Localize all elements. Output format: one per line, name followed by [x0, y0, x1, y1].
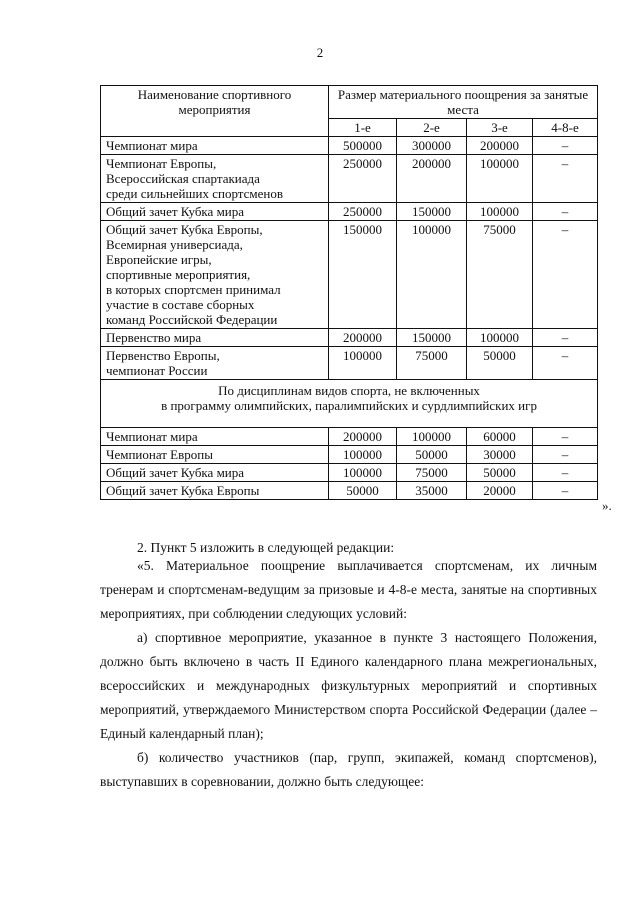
table-row	[101, 137, 598, 155]
award-3: 75000	[467, 221, 533, 329]
table-row	[101, 155, 598, 203]
award-1: 200000	[329, 329, 397, 347]
award-4-8: –	[533, 347, 598, 380]
table-header-row	[101, 86, 598, 119]
award-1: 50000	[329, 482, 397, 500]
paragraph-text: б) количество участников (пар, групп, экипажей, команд спортсменов), выступавших в соревновании, должно быть следующее:	[100, 750, 597, 789]
award-1: 500000	[329, 137, 397, 155]
table-row	[101, 347, 598, 380]
award-1: 100000	[329, 464, 397, 482]
page-number: 2	[316, 45, 324, 60]
event-name: Чемпионат Европы	[101, 446, 329, 464]
event-name: Первенство мира	[101, 329, 329, 347]
event-name: Первенство Европы, чемпионат России	[101, 347, 329, 380]
table-row	[101, 203, 598, 221]
event-name: Чемпионат мира	[101, 137, 329, 155]
event-name: Чемпионат мира	[101, 428, 329, 446]
event-name: Общий зачет Кубка мира	[101, 203, 329, 221]
table-row	[101, 221, 598, 329]
award-4-8: –	[533, 446, 598, 464]
paragraph-3	[100, 626, 597, 746]
award-4-8: –	[533, 428, 598, 446]
award-3: 20000	[467, 482, 533, 500]
event-name: Общий зачет Кубка Европы	[101, 482, 329, 500]
event-name: Чемпионат Европы, Всероссийская спартакиада среди сильнейших спортсменов	[101, 155, 329, 203]
award-1: 200000	[329, 428, 397, 446]
award-2: 100000	[397, 221, 467, 329]
award-2: 75000	[397, 464, 467, 482]
table-row	[101, 482, 598, 500]
header-place-1: 1-е	[329, 119, 397, 137]
award-1: 150000	[329, 221, 397, 329]
award-3: 60000	[467, 428, 533, 446]
header-place-3: 3-е	[467, 119, 533, 137]
paragraph-4	[100, 746, 597, 794]
paragraph-text: 2. Пункт 5 изложить в следующей редакции:	[137, 540, 395, 555]
section-row	[101, 380, 598, 428]
award-2: 150000	[397, 203, 467, 221]
award-2: 75000	[397, 347, 467, 380]
table-row	[101, 329, 598, 347]
award-1: 250000	[329, 203, 397, 221]
table-row	[101, 446, 598, 464]
award-3: 50000	[467, 347, 533, 380]
header-event-name: Наименование спортивного мероприятия	[101, 86, 329, 137]
paragraph-2	[100, 554, 597, 626]
header-award-size: Размер материального поощрения за занятые места	[329, 86, 598, 119]
award-2: 300000	[397, 137, 467, 155]
award-2: 150000	[397, 329, 467, 347]
closing-quote: ».	[602, 498, 612, 513]
award-4-8: –	[533, 155, 598, 203]
award-1: 250000	[329, 155, 397, 203]
header-place-2: 2-е	[397, 119, 467, 137]
award-4-8: –	[533, 137, 598, 155]
section-title: По дисциплинам видов спорта, не включенных в программу олимпийских, паралимпийских и сурдлимпийских игр	[101, 380, 598, 428]
award-4-8: –	[533, 464, 598, 482]
award-4-8: –	[533, 221, 598, 329]
award-3: 100000	[467, 203, 533, 221]
award-3: 100000	[467, 155, 533, 203]
table-row	[101, 428, 598, 446]
table-row	[101, 464, 598, 482]
award-3: 50000	[467, 464, 533, 482]
award-2: 100000	[397, 428, 467, 446]
paragraph-text: а) спортивное мероприятие, указанное в пункте 3 настоящего Положения, должно быть включено в часть II Единого календарного плана межрегиональных, всероссийских и международных физкультурных мероприятий и спортивных мероприятий, утверждаемого Министерством спорта Российской Федерации (далее – Единый календарный план);	[100, 630, 597, 741]
paragraph-text: «5. Материальное поощрение выплачивается спортсменам, их личным тренерам и спортсменам-ведущим за призовые и 4-8-е места, занятые на спортивных мероприятиях, при соблюдении следующих условий:	[100, 558, 597, 621]
award-2: 200000	[397, 155, 467, 203]
award-4-8: –	[533, 203, 598, 221]
award-1: 100000	[329, 347, 397, 380]
award-3: 30000	[467, 446, 533, 464]
awards-table	[100, 85, 598, 500]
award-2: 50000	[397, 446, 467, 464]
header-place-4-8: 4-8-е	[533, 119, 598, 137]
award-3: 200000	[467, 137, 533, 155]
award-3: 100000	[467, 329, 533, 347]
event-name: Общий зачет Кубка мира	[101, 464, 329, 482]
event-name: Общий зачет Кубка Европы, Всемирная универсиада, Европейские игры, спортивные мероприятия, в которых спортсмен принимал участие в составе сборных команд Российской Федерации	[101, 221, 329, 329]
award-2: 35000	[397, 482, 467, 500]
award-4-8: –	[533, 482, 598, 500]
award-4-8: –	[533, 329, 598, 347]
award-1: 100000	[329, 446, 397, 464]
